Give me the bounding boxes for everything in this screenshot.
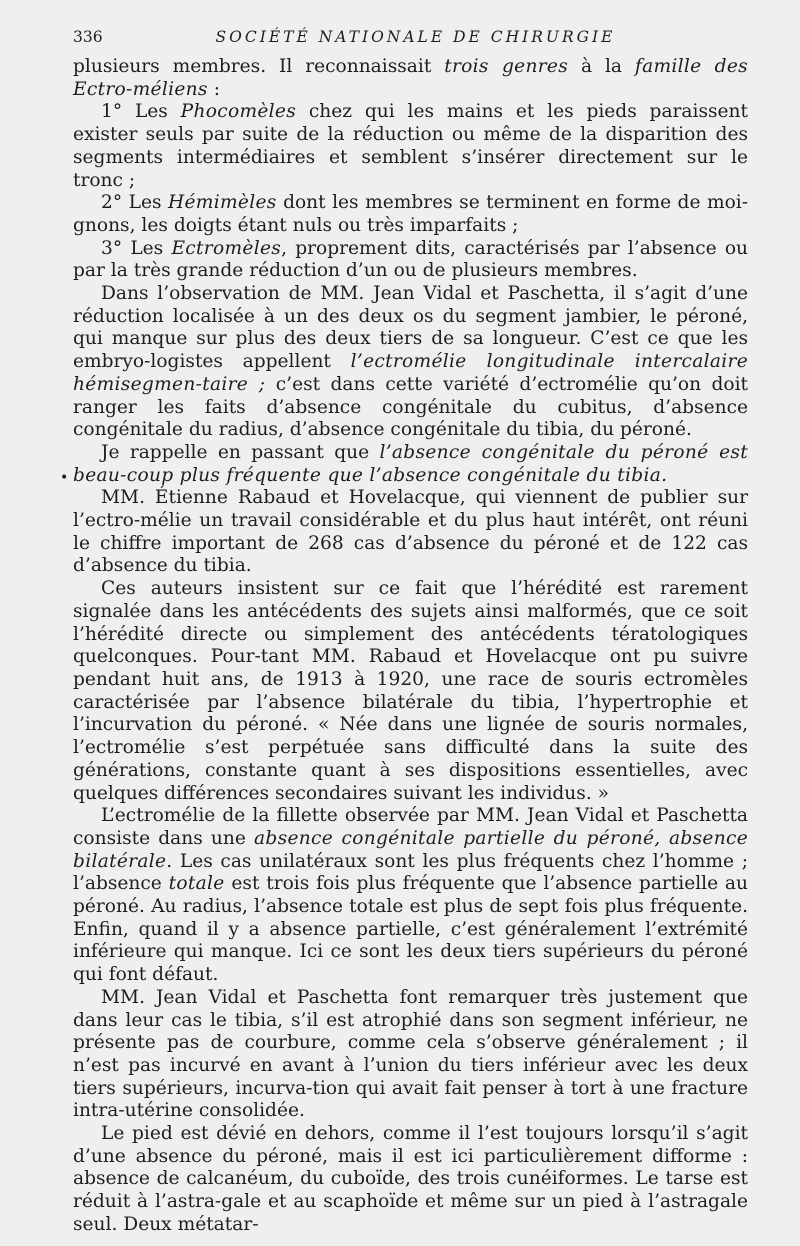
paragraph [73, 805, 748, 987]
running-title: SOCIÉTÉ NATIONALE DE CHIRURGIE [215, 28, 616, 46]
italic-text: totale [168, 873, 225, 895]
paragraph [73, 192, 748, 237]
body-text [73, 56, 748, 1237]
italic-text: absence congénitale partielle du péroné, absence bilatérale [73, 827, 748, 872]
text-run: 3° Les [101, 237, 172, 259]
page-number: 336 [73, 28, 103, 46]
text-run: MM. Étienne Rabaud et Hovelacque, qui viennent de publier sur l’ectro-mélie un travail considérable et du plus haut intérêt, ont réuni le chiffre important de 268 cas d’absence du péroné et de 122 cas d’absence du tibia. [73, 487, 748, 577]
paragraph [73, 56, 748, 101]
italic-text: Hémimèles [167, 192, 277, 214]
italic-text: trois genres [444, 56, 569, 77]
text-run: dont les membres se terminent en forme de moi-gnons, les doigts étant nuls ou très imparfaits ; [73, 192, 748, 236]
paragraph [73, 283, 748, 442]
italic-text: Phocomèles [180, 101, 297, 123]
margin-dot-mark: • [60, 470, 69, 486]
italic-text: famille des Ectro-méliens [73, 56, 748, 100]
paragraph [73, 238, 748, 283]
paragraph [73, 487, 748, 578]
text-run: Dans l’observation de MM. Jean Vidal et Paschetta, il s’agit d’une réduction localisée à un des deux os du segment jambier, le péroné, qui manque sur plus des deux tiers de sa longueur. C’est ce que les embryo-logistes appellent [73, 283, 748, 373]
text-run: à la [568, 56, 635, 77]
italic-text: l’ectromélie longitudinale intercalaire hémisegmen-taire ; [73, 351, 748, 395]
text-run: L’ectromélie de la fillette observée par MM. Jean Vidal et Paschetta consiste dans une [73, 805, 748, 849]
text-run: Ces auteurs insistent sur ce fait que l’hérédité est rarement signalée dans les antécédents des sujets ainsi malformés, que ce soit l’hérédité directe ou simplement des antécédents tératologiques quelconques. Pour-tant MM. Rabaud et Hovelacque ont pu suivre pendant huit ans, de 1913 à 1920, une race de souris ectromèles caractérisée par l’absence bilatérale du tibia, l’hypertrophie et l’incurvation du péroné. « Née dans une lignée de souris normales, l’ectromélie s’est perpétuée sans difficulté dans la suite des générations, constante quant à ses dispositions essentielles, avec quelques différences secondaires suivant les individus. » [73, 578, 748, 804]
text-run: 2° Les [101, 192, 168, 214]
text-run: . Les cas unilatéraux sont les plus fréquents chez l’homme ; l’absence [73, 850, 748, 895]
paragraph [73, 578, 748, 805]
text-run: est trois fois plus fréquente que l’absence partielle au péroné. Au radius, l’absence totale est plus de sept fois plus fréquente. Enfin, quand il y a absence partielle, c’est généralement l’extrémité inférieure qui manque. Ici ce sont les deux tiers supérieurs du péroné qui font défaut. [73, 873, 748, 986]
text-run: c’est dans cette variété d’ectromélie qu’on doit ranger les faits d’absence congénitale du cubitus, d’absence congénitale du radius, d’absence congénitale du tibia, du péroné. [73, 373, 749, 441]
text-run: , proprement dits, caractérisés par l’absence ou par la très grande réduction d’un ou de plusieurs membres. [73, 237, 749, 282]
text-run: chez qui les mains et les pieds paraissent exister seuls par suite de la réduction ou même de la disparition des segments intermédiaires et semblent s’insérer directement sur le tronc ; [73, 101, 748, 191]
text-run: 1° Les [101, 101, 181, 123]
page-header [73, 0, 748, 46]
italic-text: l’absence congénitale du péroné est beau-coup plus fréquente que l’absence congénitale du tibia. [73, 441, 748, 486]
paragraph [73, 101, 748, 192]
paragraph [73, 442, 748, 487]
paragraph [73, 987, 748, 1123]
paragraph [73, 1123, 748, 1237]
text-run: Je rappelle en passant que [101, 441, 380, 463]
text-run: MM. Jean Vidal et Paschetta font remarquer très justement que dans leur cas le tibia, s’il est atrophié dans son segment inférieur, ne présente pas de courbure, comme cela s’observe généralement ; il n’est pas incurvé en avant à l’union du tiers inférieur avec les deux tiers supérieurs, incurva-tion qui avait fait penser à tort à une fracture intra-utérine consolidée. [73, 986, 748, 1122]
italic-text: Ectromèles [171, 237, 282, 259]
text-run: : [207, 78, 220, 100]
text-run: Le pied est dévié en dehors, comme il l’est toujours lorsqu’il s’agit d’une absence du péroné, mais il est ici particulièrement difforme : absence de calcanéum, du cuboïde, des trois cunéiformes. Le tarse est réduit à l’astra-gale et au scaphoïde et même sur un pied à l’astragale seul. Deux métatar- [73, 1123, 748, 1235]
text-run: plusieurs membres. Il reconnaissait [73, 56, 445, 77]
